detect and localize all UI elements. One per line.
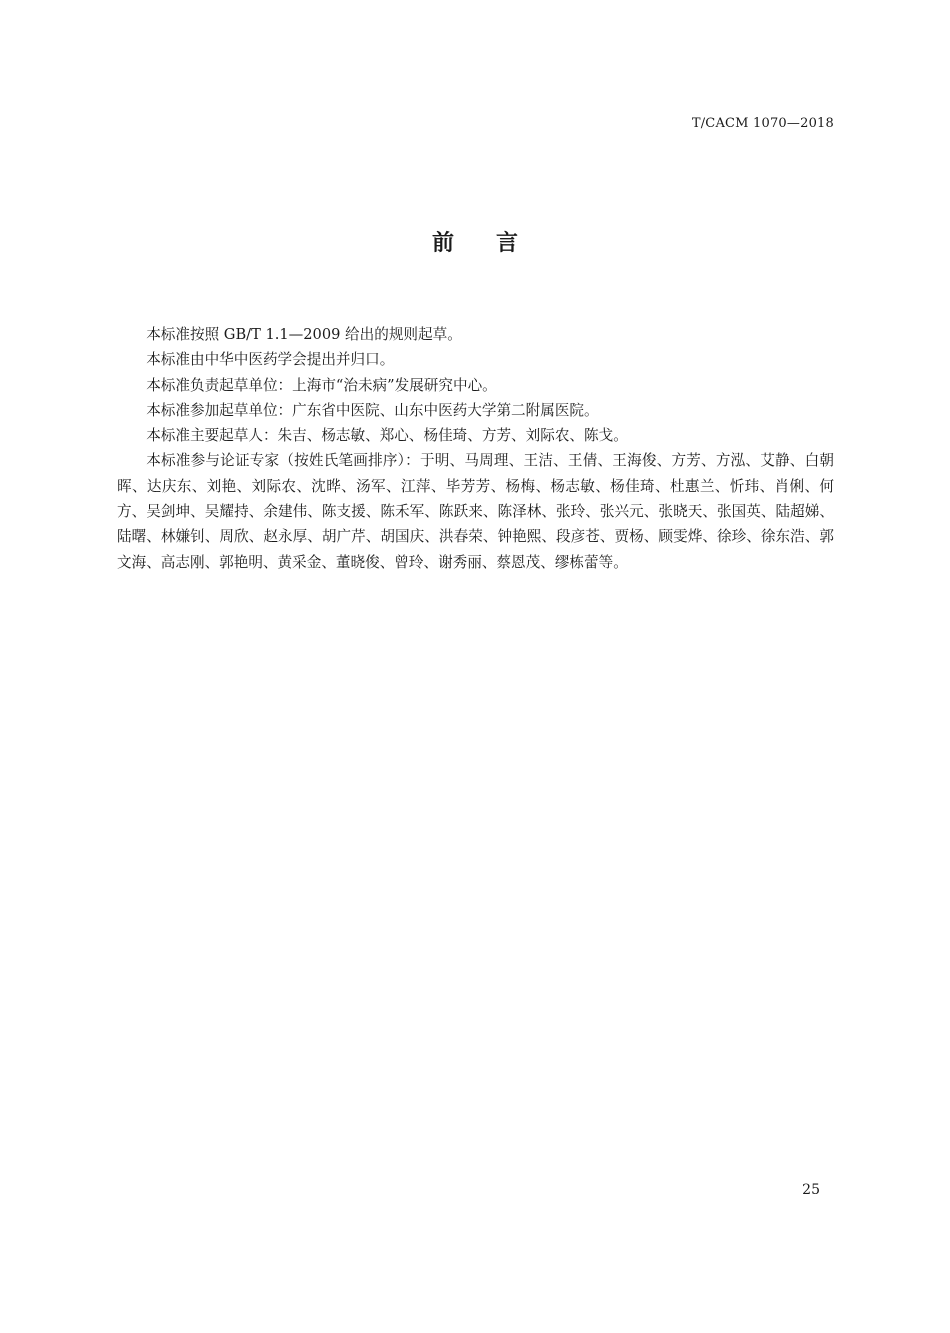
title-char-1: 前 xyxy=(431,231,454,256)
page-title xyxy=(0,226,950,257)
title-char-2: 言 xyxy=(496,231,519,256)
paragraph-review-experts: 本标准参与论证专家（按姓氏笔画排序）：于明、马周理、王洁、王倩、王海俊、方芳、方泓、艾静、白朝晖、达庆东、刘艳、刘际农、沈晔、汤军、江萍、毕芳芳、杨梅、杨志敏、杨佳琦、杜惠兰、忻玮、肖俐、何方、吴剑坤、吴耀持、余建伟、陈支援、陈禾军、陈跃来、陈泽林、张玲、张兴元、张晓天、张国英、陆超娣、陆曙、林嫌钊、周欣、赵永厚、胡广芹、胡国庆、洪春荣、钟艳熙、段彦苍、贾杨、顾雯烨、徐珍、徐东浩、郭文海、高志刚、郭艳明、黄采金、董晓俊、曾玲、谢秀丽、蔡恩茂、缪栋蕾等。 xyxy=(117,452,834,571)
paragraph-main-drafters: 本标准主要起草人：朱吉、杨志敏、郑心、杨佳琦、方芳、刘际农、陈戈。 xyxy=(146,427,628,445)
paragraph-participating-units: 本标准参加起草单位：广东省中医院、山东中医药大学第二附属医院。 xyxy=(146,401,599,419)
paragraph-drafting-rules: 本标准按照 GB/T 1.1—2009 给出的规则起草。 xyxy=(146,326,462,343)
paragraph-lead-drafting-unit: 本标准负责起草单位：上海市“治未病”发展研究中心。 xyxy=(146,376,497,394)
page-number: 25 xyxy=(802,1182,820,1198)
paragraph-proposer: 本标准由中华中医药学会提出并归口。 xyxy=(146,351,395,369)
document-code: T/CACM 1070—2018 xyxy=(691,116,834,131)
foreword-body xyxy=(117,322,834,575)
